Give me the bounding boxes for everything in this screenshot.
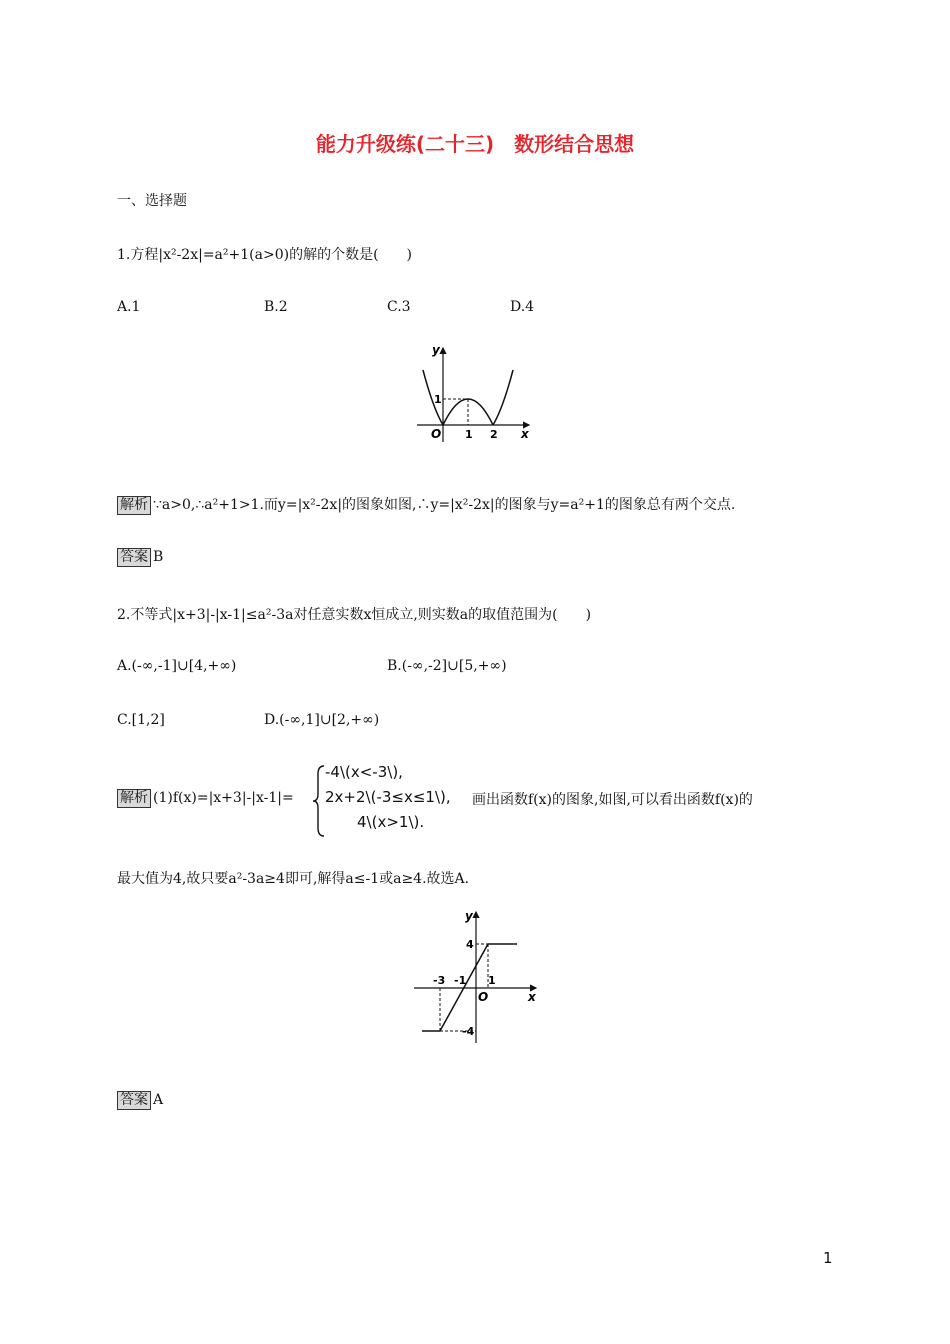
q1-curve-right <box>493 370 513 425</box>
q1-origin-label: O <box>431 427 442 441</box>
q2-origin-label: O <box>478 990 489 1004</box>
q2-analysis-tag: 解析 <box>117 789 151 808</box>
q1-x-label: x <box>521 427 529 441</box>
q2-option-b: B.(-∞,-2]∪[5,+∞) <box>387 658 507 674</box>
q2-y-tick-4: 4 <box>466 938 474 951</box>
q1-option-c: C.3 <box>387 299 411 315</box>
q2-x-tick-neg3: -3 <box>433 974 446 987</box>
q1-analysis <box>117 494 735 515</box>
q2-analysis-cont: 最大值为4,故只要a²-3a≥4即可,解得a≤-1或a≥4.故选A. <box>117 871 470 887</box>
q1-y-tick-1: 1 <box>434 393 442 406</box>
q2-option-c: C.[1,2] <box>117 712 165 728</box>
q2-answer-text: A <box>153 1092 164 1108</box>
q1-y-label: y <box>432 343 440 357</box>
q2-option-a: A.(-∞,-1]∪[4,+∞) <box>117 658 237 674</box>
q2-x-tick-1: 1 <box>488 974 496 987</box>
q2-case-2: 2x+2\(-3≤x≤1\), <box>325 788 451 806</box>
q2-y-label: y <box>465 909 473 923</box>
q2-y-tick-neg4: -4 <box>462 1025 475 1038</box>
q1-x-tick-1: 1 <box>465 428 473 441</box>
q2-analysis-suffix: 画出函数f(x)的图象,如图,可以看出函数f(x)的 <box>472 792 753 808</box>
q2-answer <box>117 1091 163 1110</box>
page-number: 1 <box>823 1249 833 1267</box>
q2-graph <box>410 907 540 1047</box>
q2-stem: 2.不等式|x+3|-|x-1|≤a²-3a对任意实数x恒成立,则实数a的取值范围为( ) <box>117 607 592 623</box>
q2-case-3: 4\(x>1\). <box>357 813 425 831</box>
section-heading: 一、选择题 <box>117 193 187 209</box>
q1-graph <box>405 338 540 446</box>
q1-answer-text: B <box>153 549 164 565</box>
q1-analysis-tag: 解析 <box>117 496 151 515</box>
q2-brace <box>312 764 326 838</box>
q2-x-tick-neg1: -1 <box>454 974 467 987</box>
q1-x-tick-2: 2 <box>490 428 498 441</box>
q1-option-d: D.4 <box>510 299 535 315</box>
q2-option-d: D.(-∞,1]∪[2,+∞) <box>264 712 380 728</box>
q1-option-b: B.2 <box>264 299 288 315</box>
q1-option-a: A.1 <box>117 299 141 315</box>
q2-case-1: -4\(x<-3\), <box>325 763 403 781</box>
q1-stem: 1.方程|x²-2x|=a²+1(a>0)的解的个数是( ) <box>117 247 412 263</box>
q1-answer-tag: 答案 <box>117 548 151 567</box>
page-title: 能力升级练(二十三) 数形结合思想 <box>315 132 635 156</box>
q2-analysis-lead <box>117 789 294 808</box>
q2-answer-tag: 答案 <box>117 1091 151 1110</box>
q1-analysis-text: ∵a>0,∴a²+1>1.而y=|x²-2x|的图象如图,∴y=|x²-2x|的图象与y=a²+1的图象总有两个交点. <box>153 497 736 513</box>
q2-analysis-prefix: (1)f(x)=|x+3|-|x-1|= <box>153 790 294 806</box>
q1-answer <box>117 548 163 567</box>
q2-x-label: x <box>528 990 536 1004</box>
